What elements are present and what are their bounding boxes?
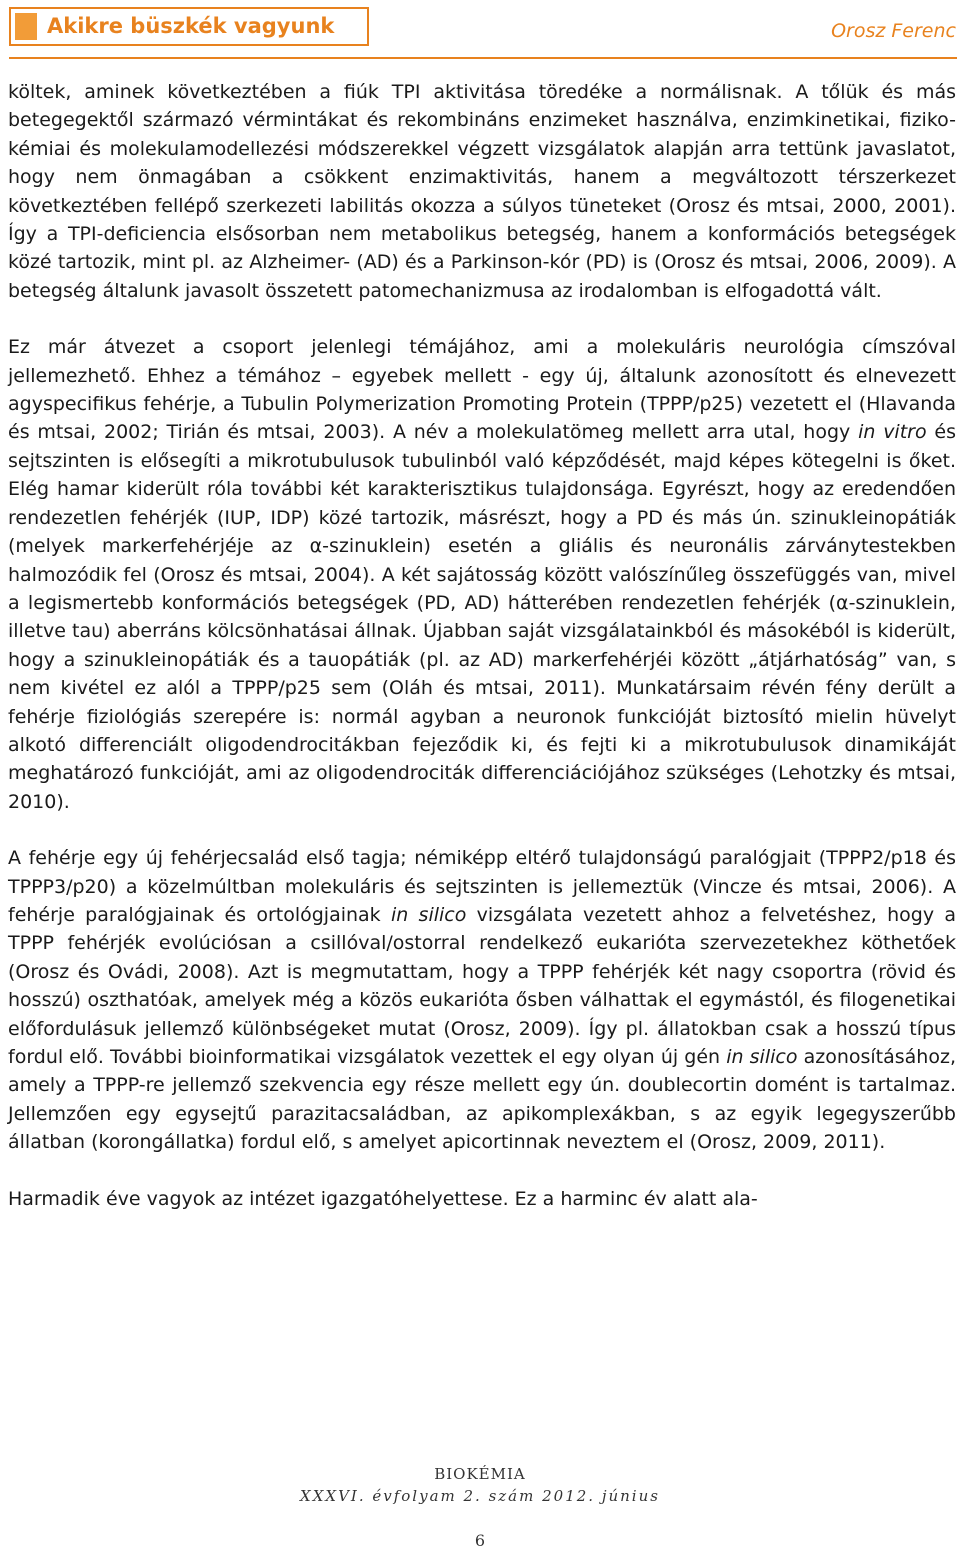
article-body [8,78,956,1241]
text-run: A fehérje egy új fehérjecsalád első tagja; némiképp eltérő tulajdonságú paralógjait (TPPP2/p18 és TPPP3/p20) a közelmúltban molekuláris és sejtszinten is jellemeztük (Vincze és mtsai, 2006). A fehérje paralógjainak és ortológjainak [8,847,956,926]
paragraph [8,844,956,1156]
paragraph [8,78,956,305]
text-run: költek, aminek következtében a fiúk TPI aktivitása töredéke a normálisnak. A tőlük és más betegegektől származó vérmintákat és rekombináns enzimeket használva, enzimkinetikai, fiziko-kémiai és molekulamodellezési módszerekkel végzett vizsgálatok alapján arra tettünk javaslatot, hogy nem önmagában a csökkent enzimaktivitás, hanem a megváltozott térszerkezet következtében fellépő szerkezeti labilitás okozza a súlyos tüneteket (Orosz és mtsai, 2000, 2001). Így a TPI-deficiencia elsősorban nem metabolikus betegség, hanem a konformációs betegségek közé tartozik, mint pl. az Alzheimer- (AD) és a Parkinson-kór (PD) is (Orosz és mtsai, 2006, 2009). A betegség általunk javasolt összetett patomechanizmusa az irodalomban is elfogadottá vált. [8,81,956,302]
journal-name: BIOKÉMIA [434,1465,526,1483]
italic-term: in vitro [858,421,927,444]
section-label: Akikre büszkék vagyunk [47,14,335,38]
page-header [0,0,960,62]
page-footer [0,1463,960,1507]
paragraph [8,333,956,816]
text-run: és sejtszinten is elősegíti a mikrotubulusok tubulinból való képződését, majd képes kötegelni is őket. Elég hamar kiderült róla további két karakterisztikus tulajdonsága. Egyrészt, hogy az eredendően rendezetlen fehérjék (IUP, IDP) közé tartozik, másrészt, hogy a PD és más ún. szinukleinopátiák (melyek markerfehérjéje az α-szinuklein) esetén a gliális és neuronális zárványtestekben halmozódik fel (Orosz és mtsai, 2004). A két sajátosság között valószínűleg összefüggés van, mivel a legismertebb konformációs betegségek (PD, AD) hátterében rendezetlen fehérjék (α-szinuklein, illetve tau) aberráns kölcsönhatásai állnak. Újabban saját vizsgálatainkból és másokéból is kiderült, hogy a szinukleinopátiák és a tauopátiák (pl. az AD) markerfehérjéi között „átjárhatóság” van, s nem kivétel ez alól a TPPP/p25 sem (Oláh és mtsai, 2011). Munkatársaim révén fény derült a fehérje fiziológiás szerepére is: normál agyban a neuronok funkcióját biztosító mielin hüvelyt alkotó differenciált oligodendrocitákban fejeződik ki, és fejti ki a mikrotubulusok dinamikáját meghatározó funkcióját, ami az oligodendrociták differenciációjához szükséges (Lehotzky és mtsai, 2010). [8,421,956,813]
section-tag-bar [15,13,37,40]
header-rule [9,57,957,59]
text-run: Harmadik éve vagyok az intézet igazgatóhelyettese. Ez a harminc év alatt ala- [8,1187,758,1210]
section-tag [9,7,369,46]
author-name: Orosz Ferenc [831,20,956,42]
text-run: azonosításához, amely a TPPP-re jellemző szekvencia egy része mellett egy ún. doublecortin domént is tartalmaz. Jellemzően egy egysejtű parazitacsaládban, az apikomplexákban, s az egyik legegyszerűbb állatban (korongállatka) fordul elő, s amelyet apicortinnak neveztem el (Orosz, 2009, 2011). [8,1046,956,1154]
italic-term: in silico [390,903,467,926]
text-run: vizsgálata vezetett ahhoz a felvetéshez, hogy a TPPP fehérjék evolúciósan a csillóval/ostorral rendelkező eukarióta szervezetekhez köthetőek (Orosz és Ovádi, 2008). Azt is megmutattam, hogy a TPPP fehérjék két nagy csoportra (rövid és hosszú) oszthatóak, amelyek még a közös eukarióta ősben válhattak el egymástól, és filogenetikai előfordulásuk jellemző különbségeket mutat (Orosz, 2009). Így pl. állatokban csak a hosszú típus fordul elő. További bioinformatikai vizsgálatok vezettek el egy olyan új gén [8,903,956,1068]
italic-term: in silico [726,1046,798,1068]
paragraph [8,1185,956,1213]
page-number: 6 [474,1531,486,1550]
text-run: Ez már átvezet a csoport jelenlegi témájához, ami a molekuláris neurológia címszóval jellemezhető. Ehhez a témához – egyebek mellett - egy új, általunk azonosított és elnevezett agyspecifikus fehérje, a Tubulin Polymerization Promoting Protein (TPPP/p25) vezetett el (Hlavanda és mtsai, 2002; Tirián és mtsai, 2003). A név a molekulatömeg mellett arra utal, hogy [8,336,956,444]
journal-issue: XXXVI. évfolyam 2. szám 2012. június [300,1487,660,1505]
